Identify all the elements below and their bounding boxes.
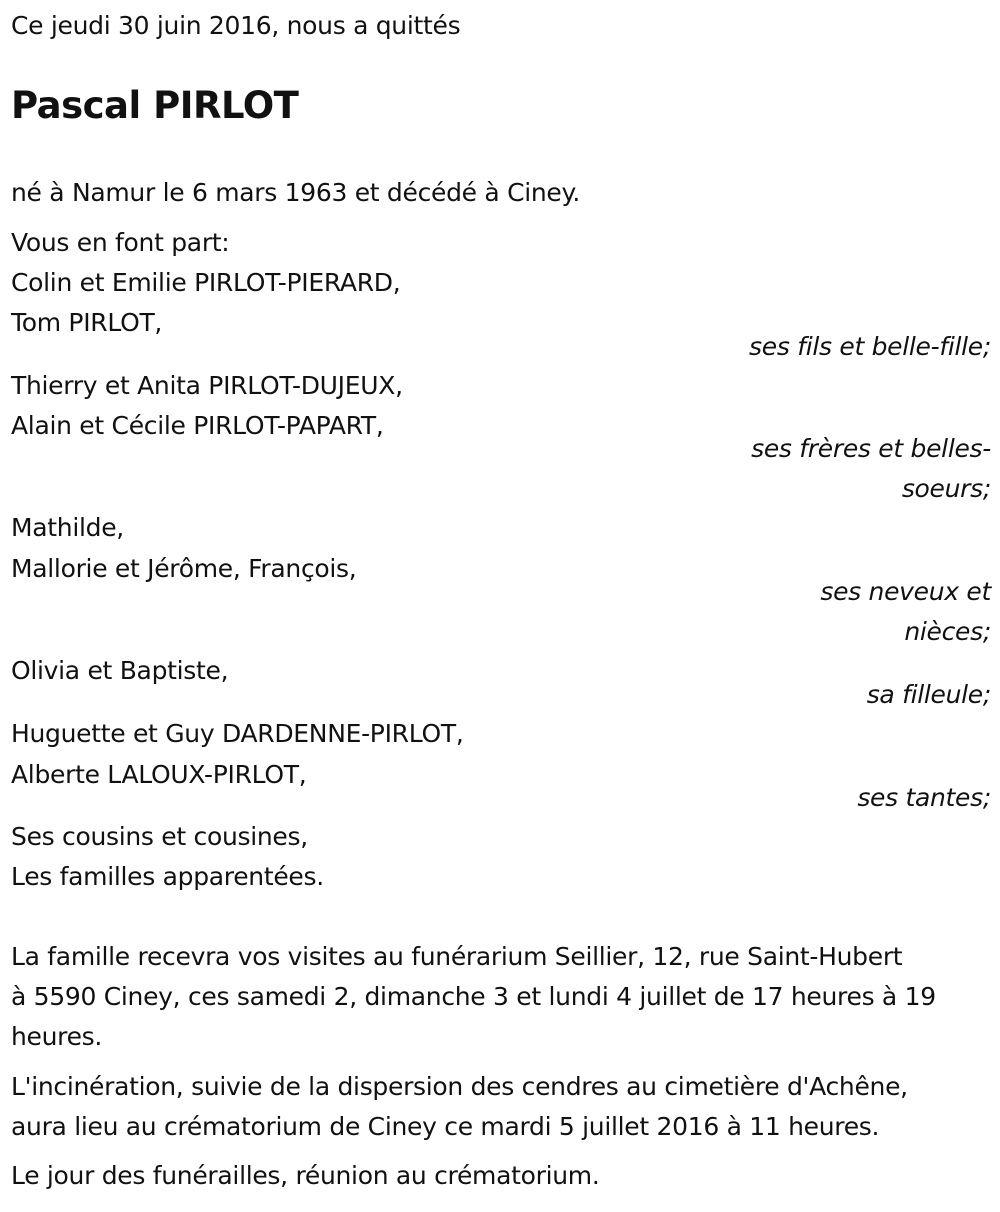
relation-label: ses frères et belles- xyxy=(751,434,991,463)
family-name: Alberte LALOUX-PIRLOT, xyxy=(11,760,307,789)
birth-death-text: né à Namur le 6 mars 1963 et décédé à Ciney. xyxy=(11,178,581,207)
family-name: Mathilde, xyxy=(11,513,124,542)
intro-text: Ce jeudi 30 juin 2016, nous a quittés xyxy=(11,11,461,40)
family-name: Tom PIRLOT, xyxy=(11,308,163,337)
relation-label: soeurs; xyxy=(901,474,991,503)
family-name: Mallorie et Jérôme, François, xyxy=(11,554,357,583)
relation-label: sa filleule; xyxy=(866,680,991,709)
visits-text: La famille recevra vos visites au funérarium Seillier, 12, rue Saint-Hubert xyxy=(11,942,903,971)
family-name: Thierry et Anita PIRLOT-DUJEUX, xyxy=(11,371,403,400)
others-text: Ses cousins et cousines, xyxy=(11,822,308,851)
visits-text: heures. xyxy=(11,1022,103,1051)
meeting-text: Le jour des funérailles, réunion au crématorium. xyxy=(11,1161,600,1190)
family-name: Colin et Emilie PIRLOT-PIERARD, xyxy=(11,268,401,297)
announcers-intro: Vous en font part: xyxy=(11,228,230,257)
cremation-text: aura lieu au crématorium de Ciney ce mardi 5 juillet 2016 à 11 heures. xyxy=(11,1112,880,1141)
relation-label: ses fils et belle-fille; xyxy=(749,332,991,361)
relation-label: ses neveux et xyxy=(820,577,991,606)
deceased-name: Pascal PIRLOT xyxy=(11,84,299,127)
cremation-text: L'incinération, suivie de la dispersion des cendres au cimetière d'Achêne, xyxy=(11,1072,908,1101)
relation-label: ses tantes; xyxy=(857,783,991,812)
others-text: Les familles apparentées. xyxy=(11,862,324,891)
family-name: Olivia et Baptiste, xyxy=(11,656,229,685)
family-name: Alain et Cécile PIRLOT-PAPART, xyxy=(11,411,384,440)
visits-text: à 5590 Ciney, ces samedi 2, dimanche 3 et lundi 4 juillet de 17 heures à 19 xyxy=(11,982,936,1011)
family-name: Huguette et Guy DARDENNE-PIRLOT, xyxy=(11,719,464,748)
relation-label: nièces; xyxy=(904,617,991,646)
